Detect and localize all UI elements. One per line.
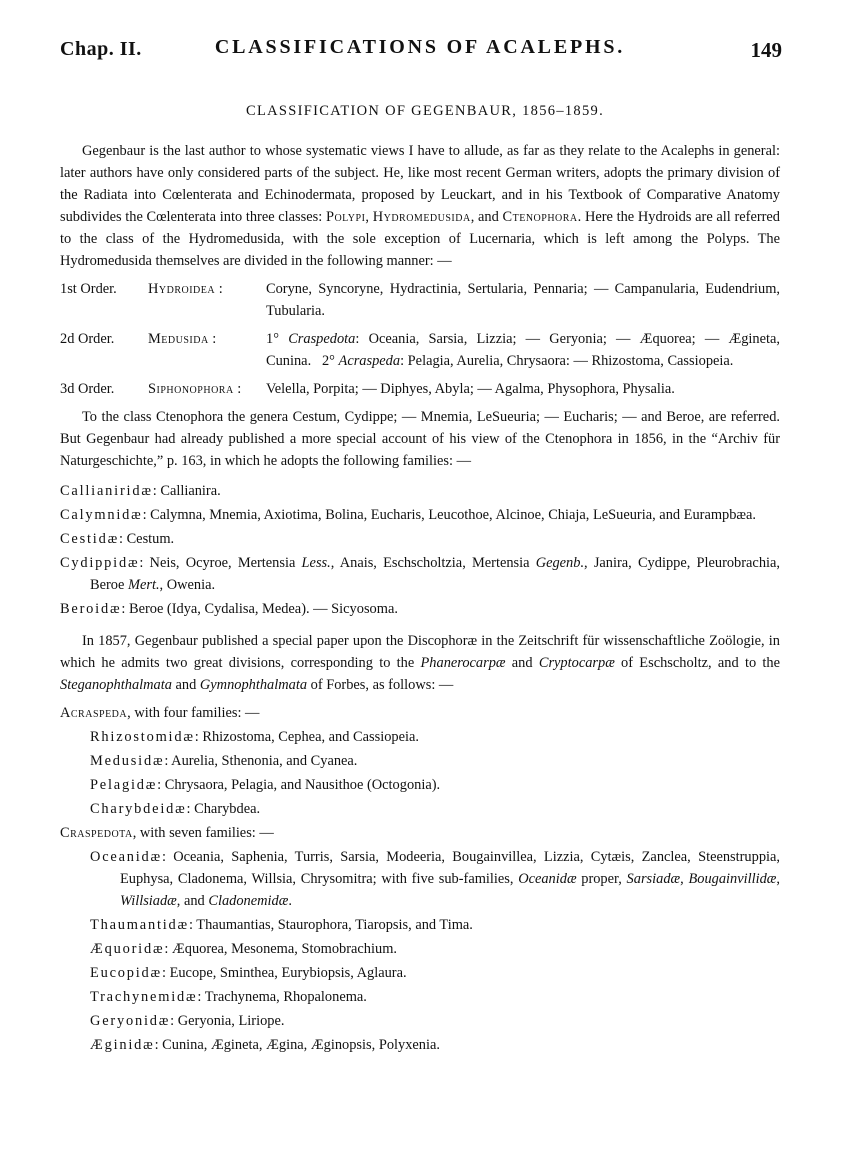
family-entry: Medusidæ: Aurelia, Sthenonia, and Cyanea. (90, 753, 358, 769)
family-entry: Thaumantidæ: Thaumantias, Staurophora, Tiaropsis, and Tima. (90, 917, 473, 933)
craspedota-group (60, 822, 780, 1056)
order-genera: Velella, Porpita; — Diphyes, Abyla; — Agalma, Physophora, Physalia. (266, 381, 675, 397)
order-number: 3d Order. (60, 381, 115, 397)
order-name: Siphonophora : (148, 381, 242, 397)
family-entry: Callianiridæ: Callianira. (60, 483, 221, 499)
class-hydromedusida: Hydromedusida (372, 209, 471, 225)
order-number: 2d Order. (60, 331, 115, 347)
family-entry: Cydippidæ: Neis, Ocyroe, Mertensia Less., Anais, Eschscholtzia, Mertensia Gegenb., Janira, Cydippe, Pleurobrachia, Beroe Mert., Owenia. (60, 555, 781, 593)
family-entry: Æginidæ: Cunina, Ægineta, Ægina, Æginopsis, Polyxenia. (90, 1037, 440, 1053)
section-heading: CLASSIFICATION OF GEGENBAUR, 1856–1859. (245, 103, 605, 119)
paragraph-intro: Gegenbaur is the last author to whose systematic views I have to allude, as far as they relate to the Acalephs in general: later authors have only considered parts of the subject. He, like most recent German writers, adopts the primary division of the Radiata into Cœlenterata and Echinodermata, proposed by Leuckart, and in his Textbook of Comparative Anatomy subdivides the Cœlenterata into three classes: Polypi, Hydromedusida, and Ctenophora. Here the Hydroids are all referred to the class of the Hydromedusida, with the sole exception of Lucernaria, which is left among the Polyps. The Hydromedusida themselves are divided in the following manner: — (60, 143, 781, 269)
ctenophora-family-list (60, 480, 780, 620)
paragraph-ctenophora: To the class Ctenophora the genera Cestum, Cydippe; — Mnemia, LeSueuria; — Eucharis; — and Beroe, are referred. But Gegenbaur had already published a more special account of his view of the Ctenophora in 1856, in the “Archiv für Naturgeschichte,” p. 163, in which he adopts the following families: — (60, 409, 780, 469)
order-number: 1st Order. (60, 281, 117, 297)
family-entry: Pelagidæ: Chrysaora, Pelagia, and Nausithoe (Octogonia). (90, 777, 441, 793)
page-header (60, 36, 780, 66)
family-entry: Geryonidæ: Geryonia, Liriope. (90, 1013, 285, 1029)
group-heading: Acraspeda, with four families: — (60, 705, 260, 721)
order-row (60, 278, 780, 322)
family-entry: Cestidæ: Cestum. (60, 531, 175, 547)
family-entry: Æquoridæ: Æquorea, Mesonema, Stomobrachium. (90, 941, 397, 957)
paragraph-discophorae: In 1857, Gegenbaur published a special paper upon the Discophoræ in the Zeitschrift für wissenschaftliche Zoölogie, in which he admits two great divisions, corresponding to the Phanerocarpæ and Cryptocarpæ of Eschscholtz, and to the Steganophthalmata and Gymnophthalmata of Forbes, as follows: — (60, 633, 780, 693)
family-entry: Oceanidæ: Oceania, Saphenia, Turris, Sarsia, Modeeria, Bougainvillea, Lizzia, Cytæis, Zanclea, Steenstruppia, Euphysa, Cladonema, Willsia, Chrysomitra; with five sub-families, Oceanidæ proper, Sarsiadæ, Bougainvillidæ, Willsiadæ, and Cladonemidæ. (90, 849, 781, 909)
order-row (60, 328, 780, 372)
running-title: CLASSIFICATIONS OF ACALEPHS. (214, 36, 626, 58)
page-body (60, 140, 780, 1058)
family-entry: Calymnidæ: Calymna, Mnemia, Axiotima, Bolina, Eucharis, Leucothoe, Alcinoe, Chiaja, LeSueuria, and Eurampbæa. (60, 507, 757, 523)
chapter-label: Chap. II. (60, 38, 142, 60)
order-name: Hydroidea : (148, 281, 223, 297)
group-heading: Craspedota, with seven families: — (60, 825, 274, 841)
order-name: Medusida : (148, 331, 217, 347)
page-number: 149 (750, 38, 782, 62)
family-entry: Eucopidæ: Eucope, Sminthea, Eurybiopsis, Aglaura. (90, 965, 407, 981)
order-genera: Coryne, Syncoryne, Hydractinia, Sertularia, Pennaria; — Campanularia, Eudendrium, Tubularia. (266, 281, 780, 319)
family-entry: Beroidæ: Beroe (Idya, Cydalisa, Medea). — Sicyosoma. (60, 601, 398, 617)
acraspeda-group (60, 702, 780, 820)
family-entry: Trachynemidæ: Trachynema, Rhopalonema. (90, 989, 367, 1005)
order-row (60, 378, 780, 400)
class-ctenophora: Ctenophora (502, 209, 578, 225)
order-genera: 1° Craspedota: Oceania, Sarsia, Lizzia; — Geryonia; — Æquorea; — Ægineta, Cunina. 2° Acraspeda: Pelagia, Aurelia, Chrysaora: — Rhizostoma, Cassiopeia. (266, 331, 780, 369)
family-entry: Charybdeidæ: Charybdea. (90, 801, 261, 817)
family-entry: Rhizostomidæ: Rhizostoma, Cephea, and Cassiopeia. (90, 729, 419, 745)
class-polypi: Polypi (325, 209, 366, 225)
